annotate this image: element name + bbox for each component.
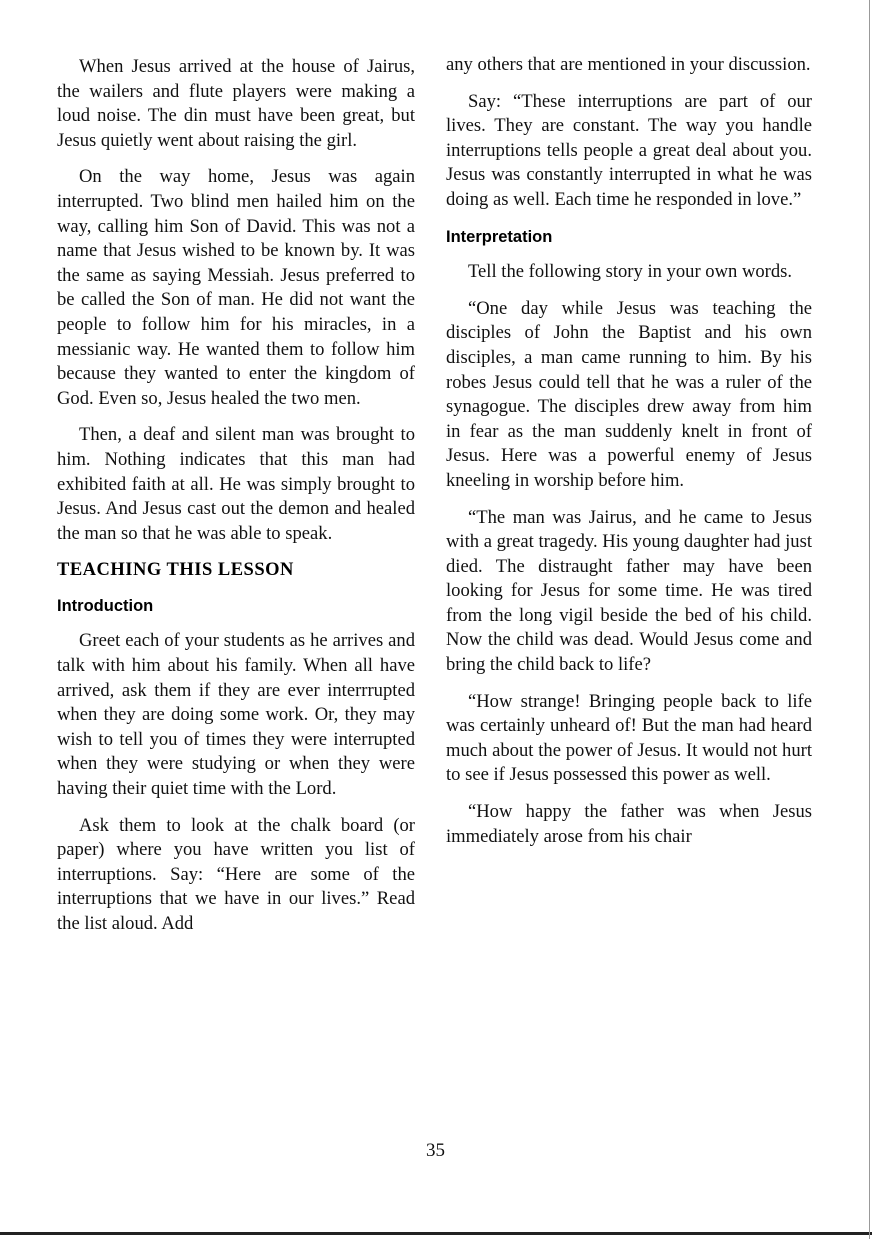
paragraph-jairus-house: When Jesus arrived at the house of Jairus, the wailers and flute players were making a loud noise. The din must have been great, but Jesus quietly went about raising the girl.	[57, 56, 415, 151]
paragraph-one-day: “One day while Jesus was teaching the disciples of John the Baptist and his own disciples, a man came running to him. By his robes Jesus could tell that he was a ruler of the synagogue. The disciples drew away from him in fear as the man suddenly knelt in front of Jesus. Here was a powerful enemy of Jesus kneeling in worship before him.	[446, 297, 812, 491]
subheading-interpretation: Interpretation	[446, 227, 553, 246]
paragraph-say-interruptions: Say: “These interruptions are part of our lives. They are constant. The way you handle interruptions tells people a great deal about you. Jesus was constantly interrupted in what he was doing as well. Each time he responded in love.”	[446, 90, 812, 210]
paragraph-tell-story: Tell the following story in your own words.	[468, 261, 793, 283]
section-heading-teaching: TEACHING THIS LESSON	[57, 560, 294, 581]
paragraph-chalk-board: Ask them to look at the chalk board (or paper) where you have written you list of interruptions. Say: “Here are some of the interruptions that we have in our lives.” Read the list aloud. Add	[57, 814, 415, 934]
paragraph-greet-students: Greet each of your students as he arrives and talk with him about his family. When all have arrived, ask them if they are ever interrrupted when they are doing some work. Or, they may wish to tell you of times they were interrupted when they were studying or when they were having their quiet time with the Lord.	[57, 630, 415, 800]
paragraph-how-happy: “How happy the father was when Jesus immediately arose from his chair	[446, 801, 812, 847]
subheading-introduction: Introduction	[57, 596, 154, 615]
paragraph-continuation: any others that are mentioned in your discussion.	[446, 54, 811, 75]
paragraph-deaf-man: Then, a deaf and silent man was brought to him. Nothing indicates that this man had exhibited faith at all. He was simply brought to Jesus. And Jesus cast out the demon and healed the man so that he was able to speak.	[57, 424, 415, 544]
page-number: 35	[426, 1140, 445, 1161]
bottom-edge-rule	[0, 1232, 872, 1235]
paragraph-how-strange: “How strange! Bringing people back to life was certainly unheard of! But the man had heard much about the power of Jesus. It would not hurt to see if Jesus possessed this power as well.	[446, 690, 812, 786]
left-column	[57, 55, 415, 949]
paragraph-man-was-jairus: “The man was Jairus, and he came to Jesus with a great tragedy. His young daughter had just died. The distraught father may have been looking for Jesus for some time. He was tired from the long vigil beside the bed of his child. Now the child was dead. Would Jesus come and bring the child back to life?	[446, 506, 812, 676]
right-edge-line	[869, 0, 870, 1239]
paragraph-blind-men: On the way home, Jesus was again interrupted. Two blind men hailed him on the way, calling him Son of David. This was not a name that Jesus wished to be known by. It was the same as saying Messiah. Jesus preferred to be called the Son of man. He did not want the people to follow him for his miracles, in a messianic way. He wanted them to follow him because they wanted to enter the kingdom of God. Even so, Jesus healed the two men.	[57, 166, 415, 409]
right-column	[446, 53, 812, 861]
